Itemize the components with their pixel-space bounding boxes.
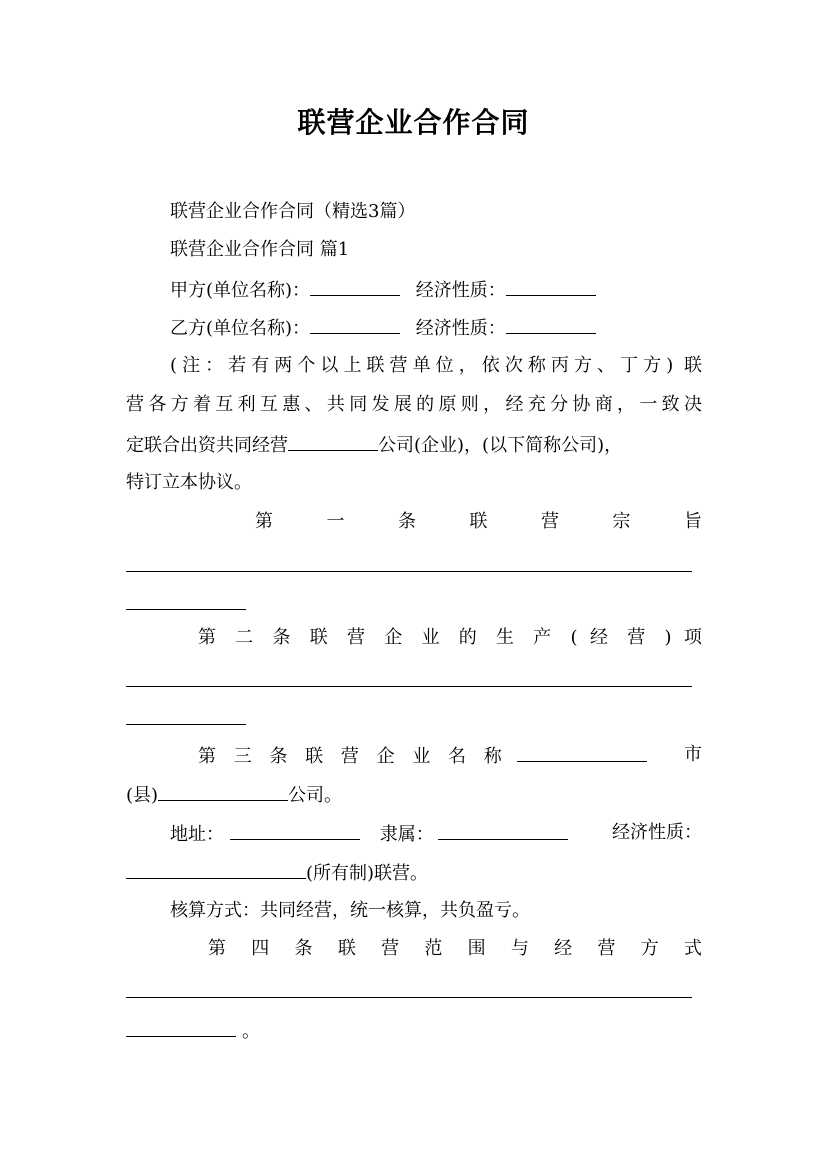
article-3-city-suffix: 市 bbox=[684, 744, 702, 765]
article-4-heading: 第 四 条 联 营 范 围 与 经 营 方 式 bbox=[208, 938, 702, 959]
article-4-blank-line-1 bbox=[126, 997, 692, 998]
article-3-line-1 bbox=[198, 743, 702, 769]
company-name-blank bbox=[288, 432, 378, 451]
article-2-blank-line-1 bbox=[126, 686, 692, 687]
county-blank bbox=[158, 782, 288, 801]
county-label: (县) bbox=[126, 785, 159, 806]
address-line bbox=[170, 821, 702, 847]
ownership-line bbox=[126, 860, 428, 886]
affiliation-label: 隶属： bbox=[379, 824, 434, 845]
note-line-2: 营各方着互利互惠、共同发展的原则，经充分协商，一致决 bbox=[126, 394, 702, 415]
party-a-name-blank bbox=[310, 277, 400, 296]
article-3-line-2 bbox=[126, 782, 342, 808]
subtitle: 联营企业合作合同（精选3篇） bbox=[170, 201, 416, 222]
accounting-line: 核算方式：共同经营，统一核算，共负盈亏。 bbox=[170, 900, 530, 921]
party-a-nature-label: 经济性质： bbox=[415, 280, 506, 301]
ownership-blank bbox=[126, 860, 306, 879]
address-blank bbox=[230, 821, 360, 840]
article-2-blank-line-2 bbox=[126, 724, 246, 725]
article-3-heading: 第 三 条 联 营 企 业 名 称 bbox=[198, 746, 503, 767]
note-line-3-a: 定联合出资共同经营 bbox=[126, 435, 288, 456]
ownership-text: (所有制)联营。 bbox=[306, 863, 429, 884]
article-1-blank-line-2 bbox=[126, 609, 246, 610]
note-line-1: (注：若有两个以上联营单位，依次称丙方、丁方) 联 bbox=[170, 355, 702, 376]
party-b-name-blank bbox=[310, 315, 400, 334]
article-3-city-blank bbox=[517, 743, 647, 762]
company-suffix: 公司。 bbox=[288, 785, 343, 806]
party-b-label: 乙方(单位名称)： bbox=[170, 318, 311, 339]
party-a-label: 甲方(单位名称)： bbox=[170, 280, 311, 301]
party-b-nature-label: 经济性质： bbox=[415, 318, 506, 339]
note-line-4: 特订立本协议。 bbox=[126, 472, 252, 493]
article-4-line-2 bbox=[126, 1018, 260, 1044]
party-a-line bbox=[170, 277, 596, 303]
article-1-blank-line-1 bbox=[126, 571, 692, 572]
article-4-blank-line-2 bbox=[126, 1018, 236, 1037]
affiliation-blank bbox=[438, 821, 568, 840]
note-line-3 bbox=[126, 432, 622, 458]
note-line-3-b: 公司(企业)，(以下简称公司)， bbox=[378, 435, 623, 456]
address-label: 地址： bbox=[170, 824, 224, 845]
article-2-heading: 第 二 条 联 营 企 业 的 生 产 ( 经 营 ) 项 bbox=[198, 627, 702, 648]
party-b-nature-blank bbox=[506, 315, 596, 334]
document-title: 联营企业合作合同 bbox=[297, 106, 530, 139]
party-b-line bbox=[170, 315, 596, 341]
nature-label-2: 经济性质： bbox=[612, 822, 702, 843]
section-heading: 联营企业合作合同 篇1 bbox=[170, 239, 350, 260]
article-1-heading: 第 一 条 联 营 宗 旨 bbox=[255, 511, 702, 532]
article-4-end: 。 bbox=[242, 1021, 260, 1042]
party-a-nature-blank bbox=[506, 277, 596, 296]
